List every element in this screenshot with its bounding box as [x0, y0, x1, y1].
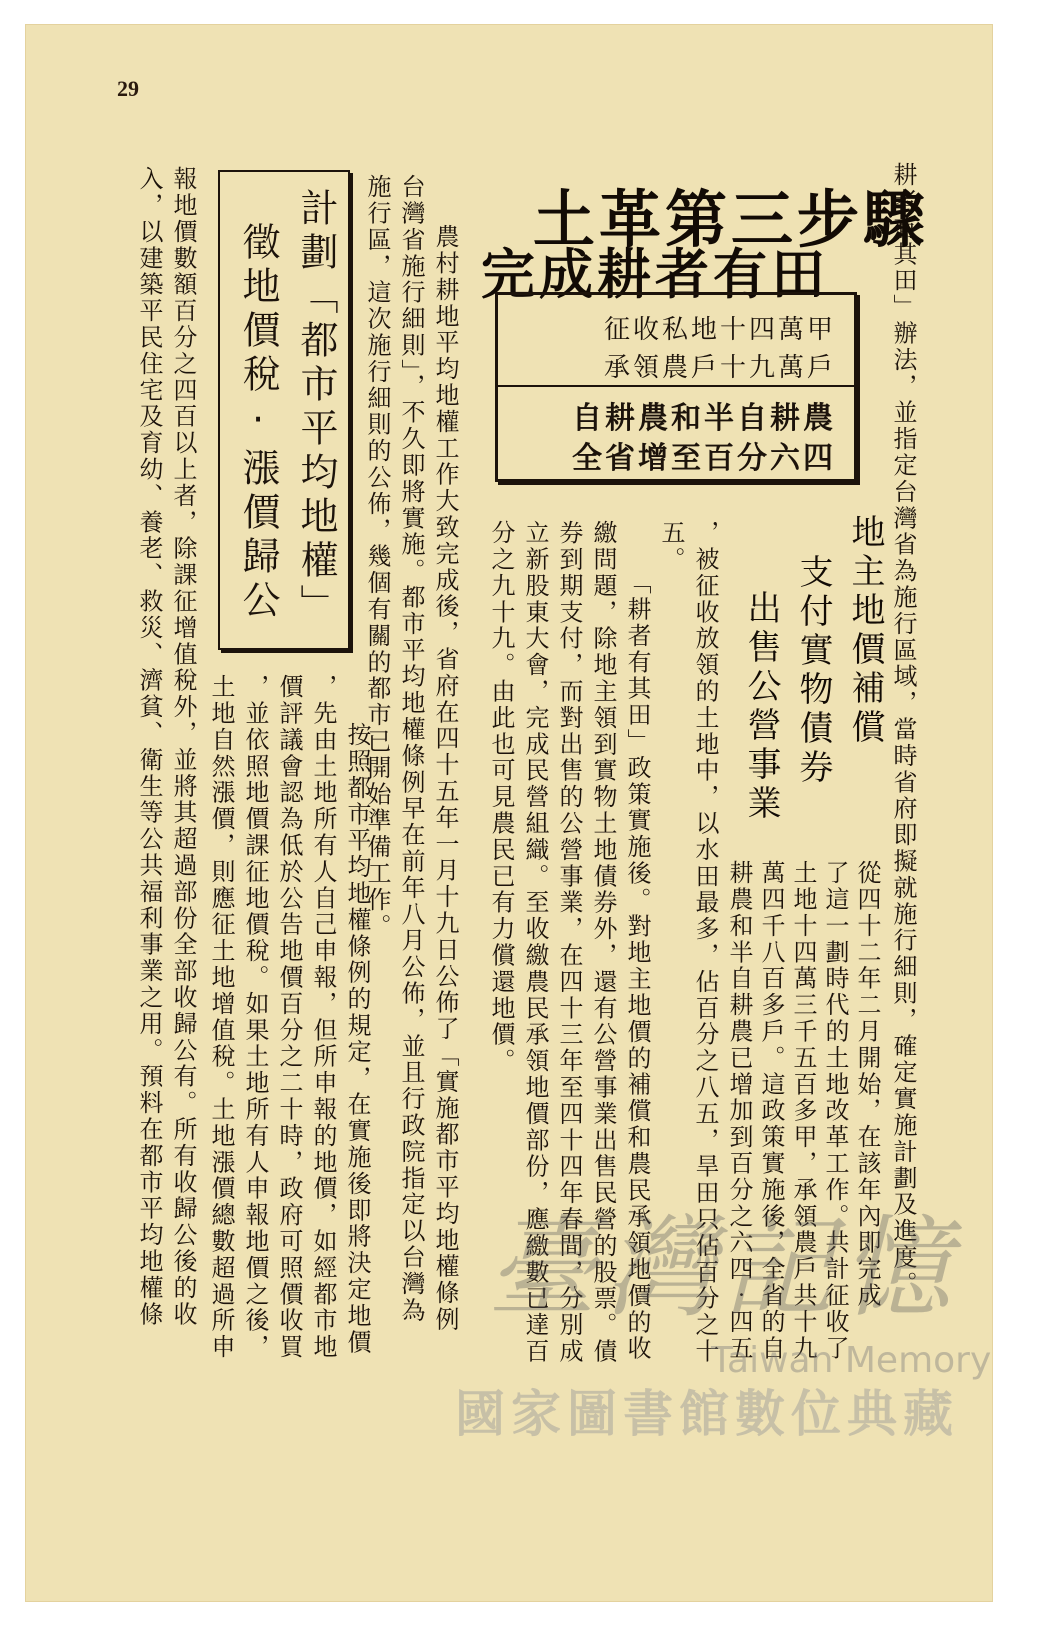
intro-column: 了這一劃時代的土地改革工作。共計征收了 [821, 860, 849, 1362]
urban-column: 施行區，這次施行細則的公佈，幾個有關的都市已開始準備工作。 [363, 174, 391, 940]
subhead-public-enterprises: 出售公營事業 [741, 590, 781, 824]
intro-column: 耕農和半自耕農已增加到百分之六四‧四五 [725, 860, 753, 1362]
urban-plan-box [218, 170, 350, 650]
regulation-column: ，先由土地所有人自己申報，但所申報的地價，如經都市地 [309, 674, 337, 1361]
compensation-column: 券到期支付，而對出售的公營事業，在四十三年至四十四年春間，分別成 [555, 520, 583, 1365]
headline-line2: 完成耕者有田 [481, 243, 829, 306]
regulation-column: ，並依照地價課征地價稅。如果土地所有人申報地價之後， [241, 674, 269, 1361]
subhead-bonds: 支付實物債券 [793, 554, 833, 788]
intro-column: 從四十二年二月開始，在該年內即完成 [853, 860, 881, 1309]
plan-box-line2: 徵地價稅‧漲價歸公 [236, 222, 280, 624]
document-page [25, 24, 993, 1602]
intro-column: ，被征收放領的土地中，以水田最多，佔百分之八五，旱田只佔百分之十 [691, 520, 719, 1365]
headline-summary-box [495, 292, 857, 482]
box-line-2: 承領農戶十九萬戶 [603, 353, 836, 383]
regulation-column: 按照都市平均地權條例的規定，在實施後即將決定地價 [343, 722, 371, 1356]
final-column: 入，以建築平民住宅及育幼、養老、救災、濟貧、衛生等公共福利事業之用。預料在都市平均地權條 [135, 166, 163, 1328]
box-line-4: 全省增至百分六四 [572, 441, 836, 476]
headline-line1: 土革第三步驟 [533, 183, 930, 256]
watermark-english: Taiwan Memory [711, 1340, 992, 1381]
watermark-library: 國家圖書館數位典藏 [455, 1385, 959, 1443]
intro-column: 五。 [657, 520, 685, 573]
compensation-column: 分之九十九。由此也可見農民已有力償還地價。 [487, 520, 515, 1075]
plan-box-line1: 計劃「都市平均地權」 [294, 188, 338, 628]
final-column: 報地價數額百分之四百以上者，除課征增值稅外，並將其超過部份全部收歸公有。所有收歸公後的收 [169, 166, 197, 1328]
intro-column: 萬四千八百多戶。這政策實施後，全省的自 [757, 860, 785, 1362]
box-line-3: 自耕農和半自耕農 [572, 401, 836, 436]
box-line-1: 征收私地十四萬甲 [603, 315, 836, 345]
intro-column: 土地十四萬三千五百多甲，承領農戶共十九 [789, 860, 817, 1362]
compensation-column: 繳問題，除地主領到實物土地債券外，還有公營事業出售民營的股票。債 [589, 520, 617, 1365]
urban-column: 台灣省施行細則」，不久即將實施。都市平均地權條例早在前年八月公佈，並且行政院指定以台灣為 [397, 174, 425, 1324]
subhead-landlord-compensation: 地主地價補償 [845, 514, 885, 748]
regulation-column: 價評議會認為低於公告地價百分之二十時，政府可照價收買 [275, 674, 303, 1361]
regulation-column: 土地自然漲價，則應征土地增值稅。土地漲價總數超過所申 [207, 674, 235, 1361]
intro-text-0: 耕者有其田」辦法，並指定台灣省為施行區域，當時省府即擬就施行細則，確定實施計劃及進度。 [889, 162, 917, 1298]
box-divider [498, 385, 854, 387]
page-number: 29 [117, 76, 139, 101]
watermark-script: 臺灣記憶 [487, 1204, 959, 1332]
compensation-column: 立新股東大會，完成民營組織。至收繳農民承領地價部份，應繳數已達百 [521, 520, 549, 1365]
urban-column: 農村耕地平均地權工作大致完成後，省府在四十五年一月十九日公佈了「實施都市平均地權條例 [431, 224, 459, 1333]
compensation-column: 「耕者有其田」政策實施後。對地主地價的補償和農民承領地價的收 [623, 570, 651, 1362]
